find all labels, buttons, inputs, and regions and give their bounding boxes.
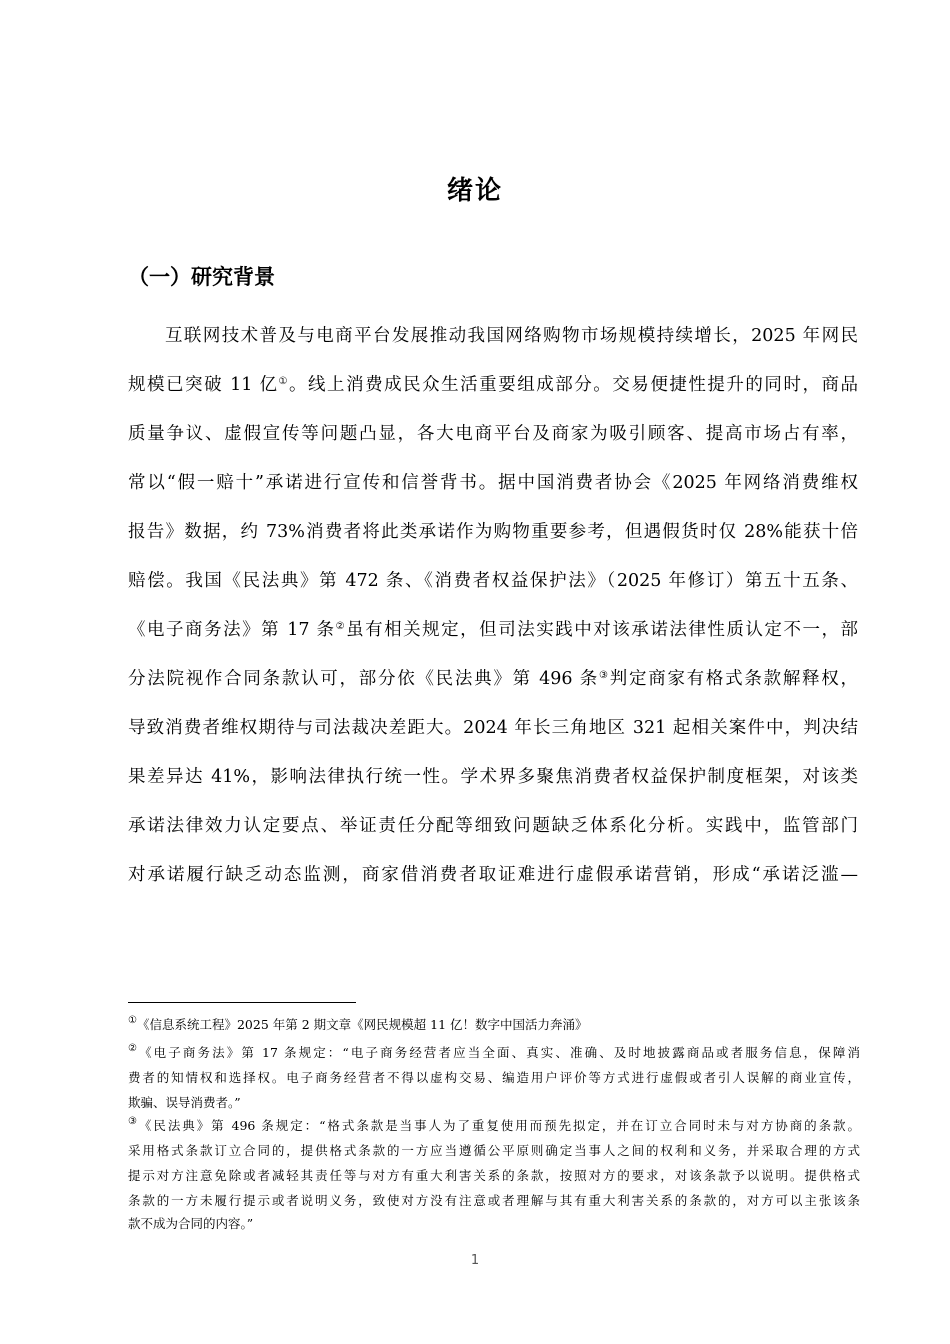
body-line-4: 常以“假一赔十”承诺进行宣传和信誉背书。据中国消费者协会《2025 年网络消费维权 — [128, 473, 858, 493]
body-text: 。线上消费成民众生活重要组成部分。交易便捷性提升的同时，商品 — [289, 375, 858, 395]
page-title: 绪论 — [446, 176, 503, 206]
footnote-3-line-2: 采用格式条款订立合同的，提供格式条款的一方应当遵循公平原则确定当事人之间的权利和义务，并采取合理的方式 — [128, 1143, 860, 1158]
body-line-2 — [128, 370, 858, 400]
body-line-11: 承诺法律效力认定要点、举证责任分配等细致问题缺乏体系化分析。实践中，监管部门 — [128, 816, 858, 836]
footnote-2-line-3: 欺骗、误导消费者。” — [128, 1095, 241, 1110]
footnote-1: ①《信息系统工程》2025 年第 2 期文章《网民规模超 11 亿！数字中国活力奔涌》 — [128, 1015, 588, 1032]
page-number: 1 — [470, 1253, 480, 1268]
body-line-5: 报告》数据，约 73%消费者将此类承诺作为购物重要参考，但遇假货时仅 28%能获十倍 — [128, 522, 858, 542]
body-line-9: 导致消费者维权期待与司法裁决差距大。2024 年长三角地区 321 起相关案件中，判决结 — [128, 718, 858, 738]
footnote-marker: ③ — [128, 1116, 139, 1127]
footnote-ref[interactable]: ① — [278, 376, 290, 387]
body-text: 分法院视作合同条款认可，部分依《民法典》第 496 条 — [128, 669, 600, 689]
body-text: 规模已突破 11 亿 — [128, 375, 279, 395]
body-line-1: 互联网技术普及与电商平台发展推动我国网络购物市场规模持续增长，2025 年网民 — [165, 326, 858, 346]
body-line-12: 对承诺履行缺乏动态监测，商家借消费者取证难进行虚假承诺营销，形成“承诺泛滥— — [128, 865, 858, 885]
body-line-7 — [128, 615, 858, 645]
body-text: 《电子商务法》第 17 条 — [128, 620, 336, 640]
body-line-8 — [128, 664, 858, 694]
footnote-3-line-5: 款不成为合同的内容。” — [128, 1216, 254, 1231]
footnote-3-line-3: 提示对方注意免除或者减轻其责任等与对方有重大利害关系的条款，按照对方的要求，对该条款予以说明。提供格式 — [128, 1168, 860, 1183]
footnote-2-line-1: ②《电子商务法》第 17 条规定：“电子商务经营者应当全面、真实、准确、及时地披露商品或者服务信息，保障消 — [128, 1043, 860, 1060]
body-line-6: 赔偿。我国《民法典》第 472 条、《消费者权益保护法》（2025 年修订）第五十五条、 — [128, 571, 858, 591]
footnote-separator — [128, 1002, 356, 1003]
body-line-3: 质量争议、虚假宣传等问题凸显，各大电商平台及商家为吸引顾客、提高市场占有率， — [128, 424, 858, 444]
body-text: 虽有相关规定，但司法实践中对该承诺法律性质认定不一，部 — [346, 620, 858, 640]
footnote-marker: ① — [128, 1015, 137, 1026]
footnote-3-line-1: ③《民法典》第 496 条规定：“格式条款是当事人为了重复使用而预先拟定，并在订立合同时未与对方协商的条款。 — [128, 1116, 861, 1133]
section-heading: （一）研究背景 — [128, 265, 275, 289]
footnote-3-line-4: 条款的一方未履行提示或者说明义务，致使对方没有注意或者理解与其有重大利害关系的条款的，对方可以主张该条 — [128, 1193, 860, 1208]
footnote-ref[interactable]: ② — [335, 621, 347, 632]
body-line-10: 果差异达 41%，影响法律执行统一性。学术界多聚焦消费者权益保护制度框架，对该类 — [128, 767, 858, 787]
footnote-2-line-2: 费者的知情权和选择权。电子商务经营者不得以虚构交易、编造用户评价等方式进行虚假或者引人误解的商业宣传， — [128, 1070, 860, 1085]
body-text: 判定商家有格式条款解释权， — [609, 669, 859, 689]
footnote-ref[interactable]: ③ — [599, 670, 610, 681]
footnote-marker: ② — [128, 1043, 140, 1054]
